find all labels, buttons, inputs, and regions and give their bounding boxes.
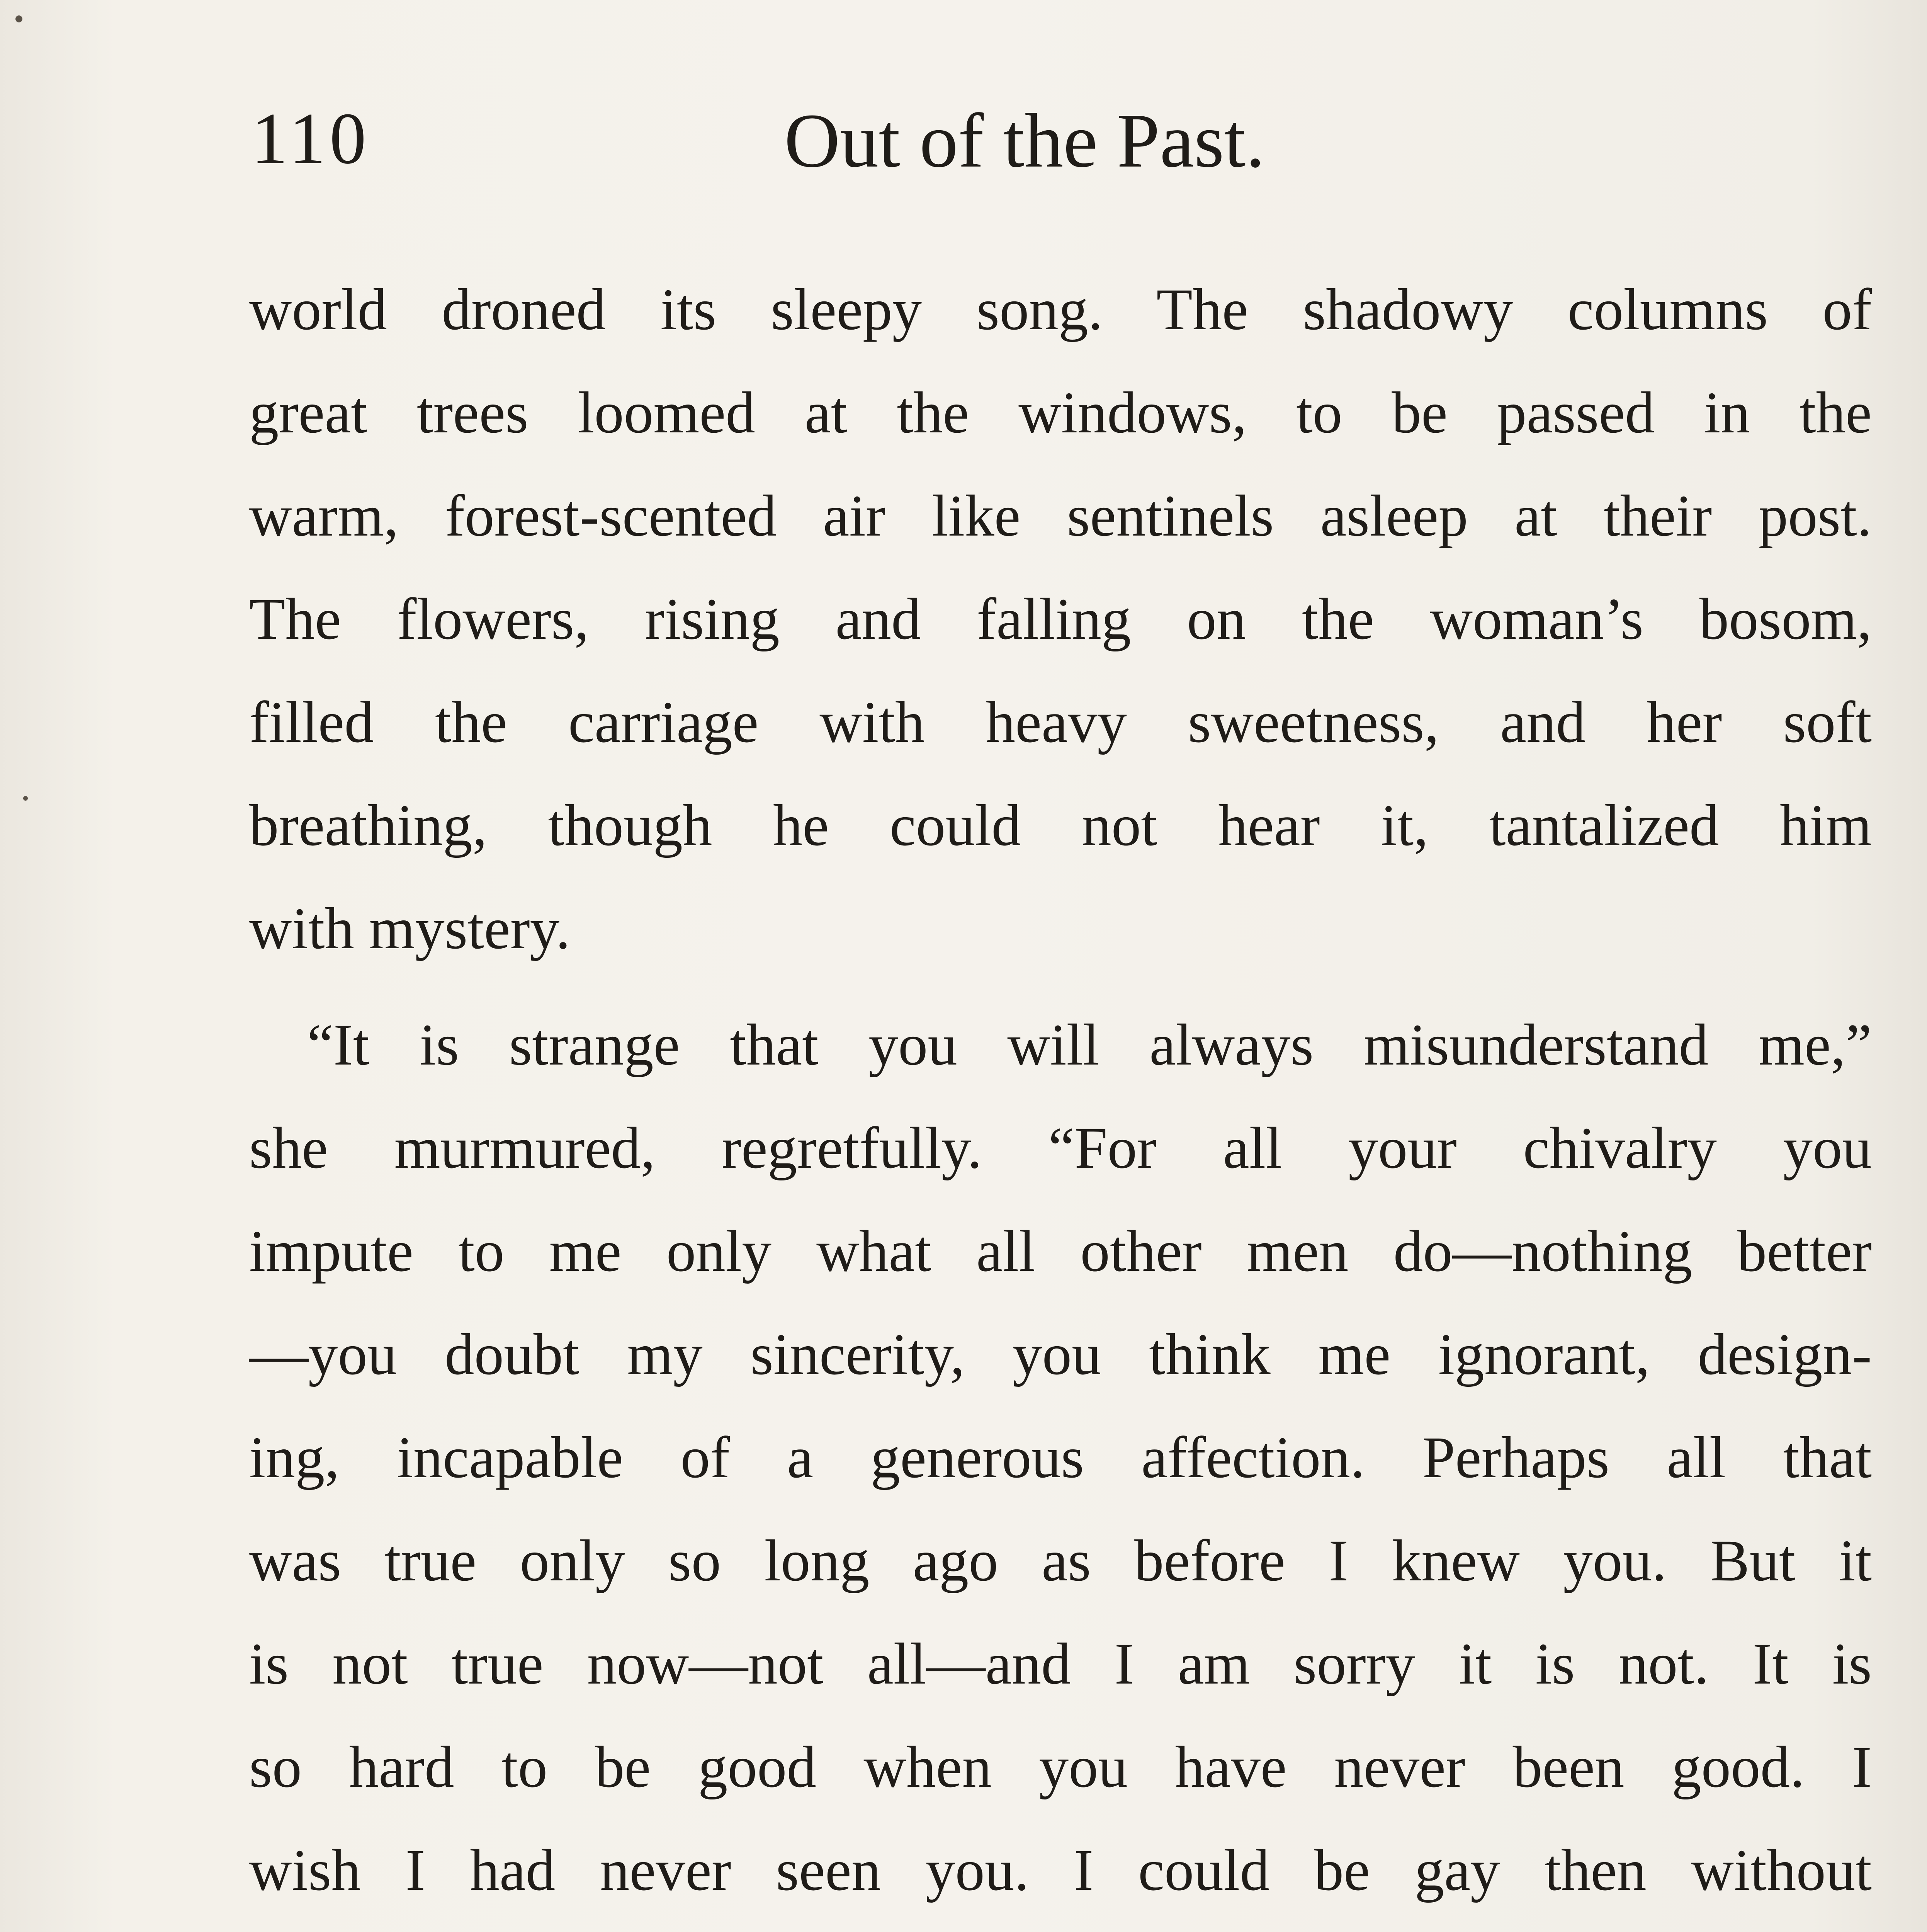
paper-speck bbox=[23, 796, 28, 801]
page-header bbox=[251, 97, 1877, 197]
text-line: —you doubt my sincerity, you think me ignorant, design- bbox=[249, 1322, 1872, 1387]
text-line: world droned its sleepy song. The shadowy columns of bbox=[249, 277, 1872, 342]
text-line: is not true now—not all—and I am sorry it is not. It is bbox=[249, 1631, 1872, 1697]
text-line: breathing, though he could not hear it, tantalized him bbox=[249, 793, 1872, 858]
body-text bbox=[249, 258, 1872, 1932]
text-line: The flowers, rising and falling on the woman’s bosom, bbox=[249, 587, 1872, 652]
running-title: Out of the Past. bbox=[784, 98, 1265, 184]
text-line: warm, forest-scented air like sentinels asleep at their post. bbox=[249, 483, 1872, 549]
text-line: with mystery. bbox=[249, 896, 571, 961]
text-line: great trees loomed at the windows, to be passed in the bbox=[249, 380, 1872, 446]
paragraph bbox=[249, 993, 1872, 1932]
text-line: ing, incapable of a generous affection. Perhaps all that bbox=[249, 1425, 1872, 1490]
paper-speck bbox=[15, 15, 22, 22]
text-line bbox=[249, 1922, 1872, 1932]
text-line: filled the carriage with heavy sweetness, and her soft bbox=[249, 690, 1872, 755]
text-line: wish I had never seen you. I could be gay then without bbox=[249, 1838, 1872, 1903]
paragraph bbox=[249, 258, 1872, 980]
text-line: so hard to be good when you have never been good. I bbox=[249, 1735, 1872, 1800]
text-line: she murmured, regretfully. “For all your chivalry you bbox=[249, 1116, 1872, 1181]
text-line: “It is strange that you will always misunderstand me,” bbox=[307, 1012, 1872, 1078]
page-number: 110 bbox=[251, 98, 370, 179]
text-line: impute to me only what all other men do—nothing better bbox=[249, 1219, 1872, 1284]
text-line: was true only so long ago as before I knew you. But it bbox=[249, 1528, 1872, 1594]
